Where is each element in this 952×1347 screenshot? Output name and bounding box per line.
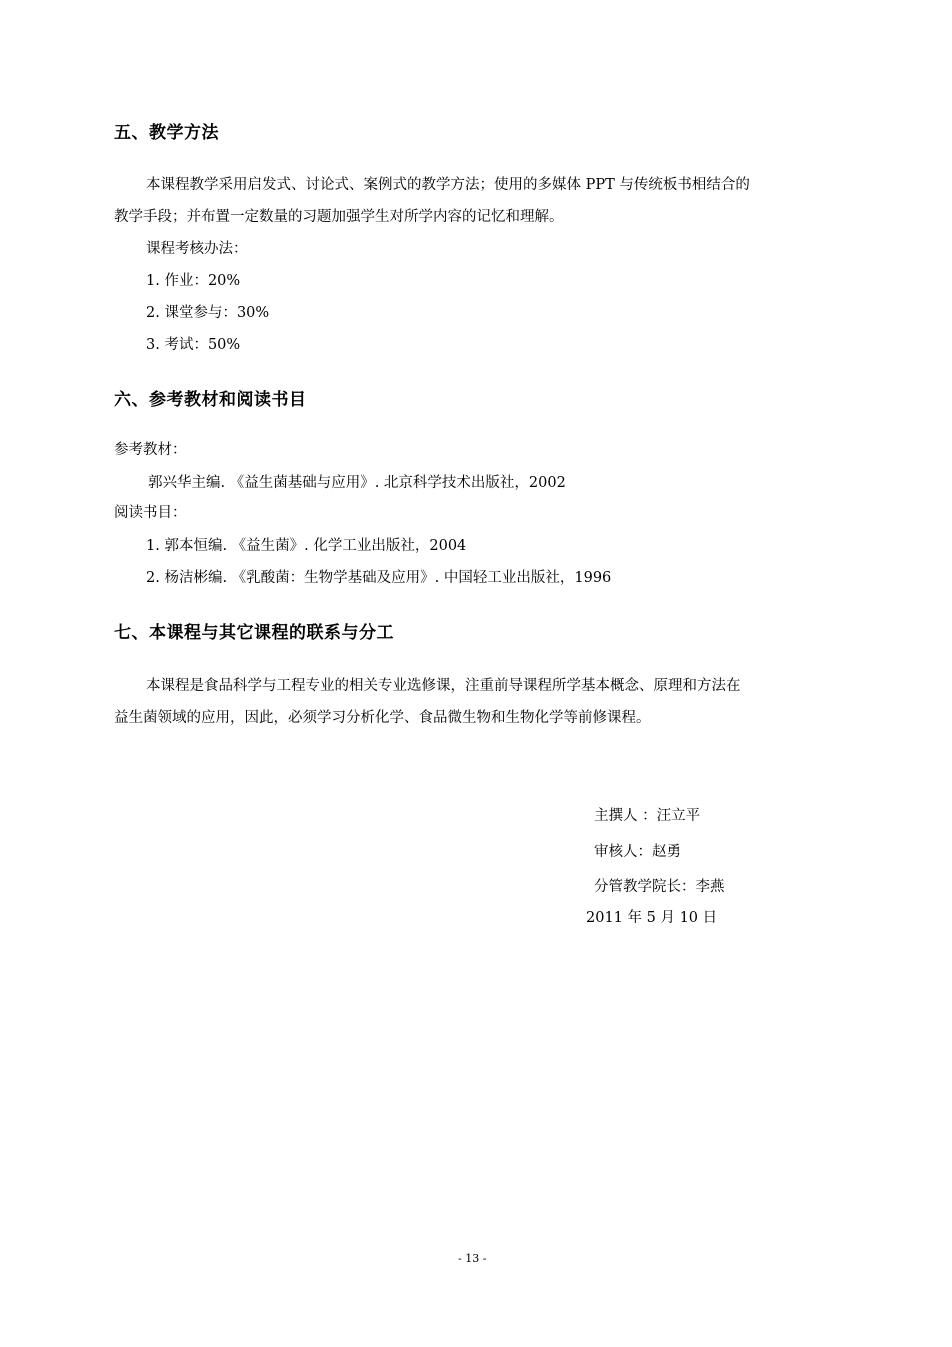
signature-reviewer: 审核人：赵勇 <box>594 844 681 860</box>
section-5-heading: 五、教学方法 <box>114 123 219 143</box>
assessment-item-participation: 2. 课堂参与：30% <box>146 305 270 321</box>
reading-label: 阅读书目： <box>114 505 187 521</box>
page-number: - 13 - <box>458 1252 487 1265</box>
assessment-item-homework: 1. 作业：20% <box>146 273 241 289</box>
textbook-label: 参考教材： <box>114 442 187 458</box>
section-7-heading: 七、本课程与其它课程的联系与分工 <box>114 623 394 643</box>
section-5-paragraph-line-2: 教学手段；并布置一定数量的习题加强学生对所学内容的记忆和理解。 <box>114 209 564 225</box>
section-7-paragraph-line-1: 本课程是食品科学与工程专业的相关专业选修课，注重前导课程所学基本概念、原理和方法在 <box>146 678 741 694</box>
assessment-title: 课程考核办法： <box>146 241 248 257</box>
reading-entry-2: 2. 杨洁彬编. 《乳酸菌：生物学基础及应用》. 中国轻工业出版社，1996 <box>146 570 612 586</box>
section-6-heading: 六、参考教材和阅读书目 <box>114 390 307 410</box>
section-7-paragraph-line-2: 益生菌领域的应用，因此，必须学习分析化学、食品微生物和生物化学等前修课程。 <box>114 710 651 726</box>
reading-entry-1: 1. 郭本恒编. 《益生菌》. 化学工业出版社，2004 <box>146 538 467 554</box>
textbook-entry: 郭兴华主编. 《益生菌基础与应用》. 北京科学技术出版社，2002 <box>148 475 566 491</box>
section-5-paragraph-line-1: 本课程教学采用启发式、讨论式、案例式的教学方法；使用的多媒体 PPT 与传统板书相结合的 <box>146 177 750 193</box>
signature-author: 主撰人 ：汪立平 <box>594 808 701 824</box>
signature-date: 2011 年 5 月 10 日 <box>586 910 718 926</box>
signature-dean: 分管教学院长：李燕 <box>594 879 725 895</box>
assessment-item-exam: 3. 考试：50% <box>146 337 241 353</box>
